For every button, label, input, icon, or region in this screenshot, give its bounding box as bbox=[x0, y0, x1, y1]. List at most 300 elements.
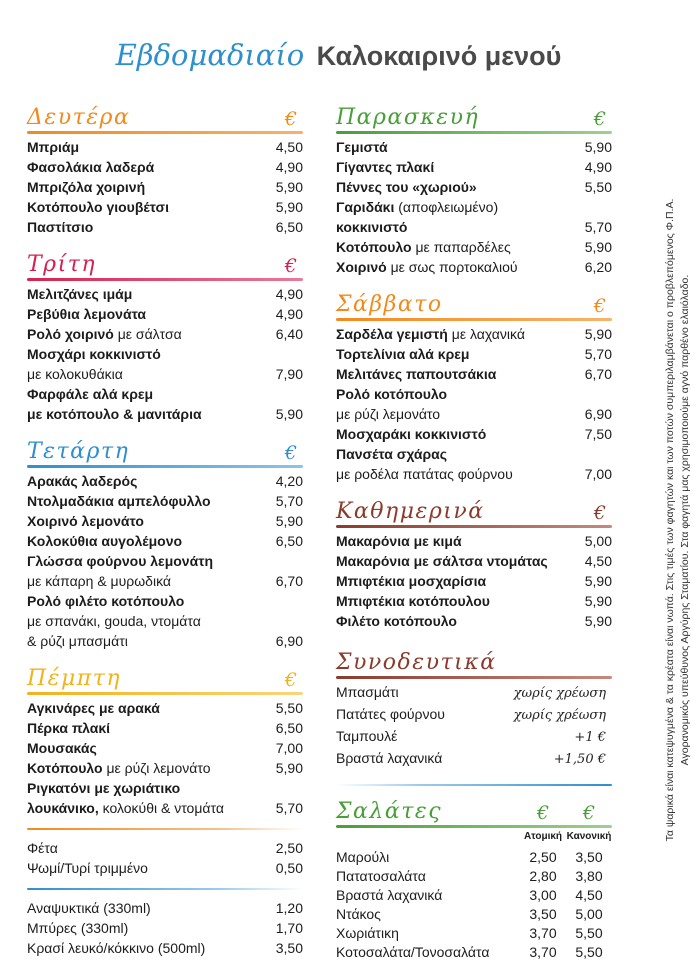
menu-item-name bbox=[336, 177, 477, 197]
salad-column-headers bbox=[336, 831, 612, 842]
col-single: Ατομική bbox=[523, 831, 563, 842]
menu-item-name bbox=[27, 324, 182, 344]
menu-item bbox=[336, 531, 612, 551]
menu-item-name bbox=[336, 551, 548, 571]
section-title: Δευτέρα bbox=[27, 105, 131, 130]
menu-item-name-main: Πανσέτα σχάρας bbox=[336, 446, 448, 462]
menu-item-name bbox=[27, 384, 153, 404]
section-title: Σάββατο bbox=[336, 292, 443, 317]
section-underline bbox=[336, 825, 612, 828]
menu-item-name-main: Ρολό φιλέτο κοτόπουλο bbox=[27, 593, 185, 609]
side-item-note: +1,50 € bbox=[553, 752, 606, 767]
menu-item-name bbox=[27, 758, 211, 778]
menu-item-name-detail: με κολοκυθάκια bbox=[27, 366, 123, 382]
menu-item-price: 4,20 bbox=[275, 473, 303, 489]
menu-item-name-main: Αρακάς λαδερός bbox=[27, 473, 138, 489]
salad-item bbox=[336, 867, 612, 886]
menu-item bbox=[27, 177, 303, 197]
menu-item bbox=[336, 591, 612, 611]
menu-item-name bbox=[27, 137, 79, 157]
menu-item-price: 6,50 bbox=[275, 720, 303, 736]
menu-item-price: 4,90 bbox=[275, 159, 303, 175]
sides-list bbox=[336, 682, 612, 770]
menu-item bbox=[27, 858, 303, 878]
menu-item-name bbox=[336, 531, 462, 551]
menu-item-name-main: Χοιρινό bbox=[336, 259, 387, 275]
side-item-name: Πατάτες φούρνου bbox=[336, 706, 445, 722]
menu-item-price: 5,70 bbox=[275, 800, 303, 816]
salad-item bbox=[336, 943, 612, 962]
menu-item-name-main: Πέννες του «χωριού» bbox=[336, 179, 477, 195]
menu-item-name bbox=[336, 157, 434, 177]
menu-item-name bbox=[336, 384, 447, 404]
page-title bbox=[0, 38, 677, 72]
menu-item-name bbox=[27, 551, 213, 571]
menu-item bbox=[336, 157, 612, 177]
menu-item-name bbox=[27, 918, 128, 938]
menu-item-name-main: κοκκινιστό bbox=[336, 219, 408, 235]
salad-price-regular: 5,00 bbox=[575, 906, 603, 922]
col-regular: Κανονική bbox=[566, 831, 612, 842]
menu-item bbox=[27, 531, 303, 551]
menu-item-name bbox=[27, 738, 97, 758]
menu-item bbox=[336, 364, 612, 384]
menu-item-price: 5,50 bbox=[275, 700, 303, 716]
menu-item bbox=[336, 611, 612, 631]
menu-item-price: 7,00 bbox=[275, 740, 303, 756]
item-list bbox=[336, 137, 612, 277]
section-friday bbox=[336, 100, 612, 277]
menu-item-name bbox=[27, 858, 148, 878]
section-saturday bbox=[336, 287, 612, 484]
section-tuesday bbox=[27, 247, 303, 424]
menu-item-name-main: Μακαρόνια με σάλτσα ντομάτας bbox=[336, 553, 548, 569]
salad-item-name: Κοτοσαλάτα/Τονοσαλάτα bbox=[336, 944, 490, 960]
menu-item bbox=[336, 464, 612, 484]
salad-price-single: 2,50 bbox=[529, 849, 557, 865]
side-item-name: Ταμπουλέ bbox=[336, 728, 398, 744]
menu-item-price: 1,70 bbox=[275, 920, 303, 936]
menu-item-name-main: Φασολάκια λαδερά bbox=[27, 159, 155, 175]
section-sides bbox=[336, 645, 612, 770]
menu-item-name-main: Τορτελίνια αλά κρεμ bbox=[336, 346, 470, 362]
menu-item bbox=[27, 838, 303, 858]
menu-item-price: 6,70 bbox=[275, 573, 303, 589]
salad-item-name: Βραστά λαχανικά bbox=[336, 887, 443, 903]
salad-item-name: Χωριάτικη bbox=[336, 925, 399, 941]
menu-item bbox=[27, 404, 303, 424]
menu-item bbox=[336, 237, 612, 257]
menu-item-price: 5,90 bbox=[275, 199, 303, 215]
menu-item bbox=[336, 177, 612, 197]
menu-item-name-main: Ντολμαδάκια αμπελόφυλλο bbox=[27, 493, 211, 509]
menu-item-name-main: Ρολό χοιρινό bbox=[27, 326, 114, 342]
menu-item-name bbox=[27, 284, 132, 304]
menu-item bbox=[27, 591, 303, 611]
salad-price-single: 3,70 bbox=[529, 944, 557, 960]
euro-symbol: € bbox=[536, 802, 550, 824]
menu-item-name bbox=[27, 591, 184, 611]
menu-item-name-main: Αγκινάρες με αρακά bbox=[27, 700, 160, 716]
menu-item-name bbox=[336, 571, 486, 591]
menu-item-name-main: Ρεβύθια λεμονάτα bbox=[27, 306, 147, 322]
menu-item-name-main: Χοιρινό λεμονάτο bbox=[27, 513, 144, 529]
section-underline bbox=[336, 525, 612, 528]
menu-item-name-main: Μπιφτέκια κοτόπουλου bbox=[336, 593, 490, 609]
menu-item bbox=[336, 257, 612, 277]
menu-item bbox=[27, 344, 303, 364]
salad-price-single: 2,80 bbox=[529, 868, 557, 884]
menu-item-name bbox=[336, 464, 513, 484]
menu-item bbox=[27, 758, 303, 778]
menu-item-name-main: Ριγκατόνι με χωριάτικο bbox=[27, 780, 181, 796]
menu-item-name bbox=[336, 591, 490, 611]
menu-item-price: 5,70 bbox=[584, 346, 612, 362]
menu-item-name-detail: με ρύζι λεμονάτο bbox=[106, 760, 211, 776]
menu-item-name-main: Μελιτάνες παπουτσάκια bbox=[336, 366, 497, 382]
menu-item-name-main: Γεμιστά bbox=[336, 139, 388, 155]
menu-item bbox=[336, 424, 612, 444]
menu-item-name bbox=[27, 778, 180, 798]
menu-item-name-main: Κοτόπουλο bbox=[336, 239, 412, 255]
menu-item bbox=[27, 324, 303, 344]
euro-symbol: € bbox=[593, 295, 606, 317]
menu-item-price: 5,90 bbox=[584, 326, 612, 342]
menu-item-name bbox=[27, 471, 137, 491]
menu-item-name-detail: με σάλτσα bbox=[117, 326, 182, 342]
menu-item-name-detail: κολοκύθι & ντομάτα bbox=[102, 800, 224, 816]
menu-item-name-main: Μπύρες (330ml) bbox=[27, 920, 129, 936]
menu-item bbox=[27, 157, 303, 177]
menu-item bbox=[27, 197, 303, 217]
menu-item-price: 5,90 bbox=[584, 593, 612, 609]
menu-item-name bbox=[336, 237, 511, 257]
salad-price-regular: 4,50 bbox=[575, 887, 603, 903]
menu-item-name-main: Αναψυκτικά (330ml) bbox=[27, 900, 151, 916]
menu-item-name-main: λουκάνικο, bbox=[27, 800, 99, 816]
menu-item-name-main: Φέτα bbox=[27, 840, 58, 856]
menu-item-name bbox=[27, 157, 154, 177]
menu-item-name-main: Μοσχάρι κοκκινιστό bbox=[27, 346, 161, 362]
section-title: Καθημερινά bbox=[336, 499, 485, 524]
side-item bbox=[336, 748, 612, 770]
item-list bbox=[336, 324, 612, 484]
section-underline bbox=[27, 131, 303, 134]
menu-item-price: 6,20 bbox=[584, 259, 612, 275]
menu-item-name-detail: με παπαρδέλες bbox=[415, 239, 511, 255]
side-item bbox=[336, 682, 612, 704]
menu-item-price: 4,50 bbox=[584, 553, 612, 569]
item-list bbox=[27, 471, 303, 651]
menu-item bbox=[336, 404, 612, 424]
item-list bbox=[27, 137, 303, 237]
menu-item bbox=[27, 698, 303, 718]
menu-item-price: 2,50 bbox=[275, 840, 303, 856]
menu-item bbox=[27, 471, 303, 491]
menu-item bbox=[27, 798, 303, 818]
side-item-name: Βραστά λαχανικά bbox=[336, 750, 443, 766]
menu-item-price: 0,50 bbox=[275, 860, 303, 876]
title-bold: Καλοκαιρινό μενού bbox=[316, 41, 562, 71]
menu-item-name-detail: & ρύζι μπασμάτι bbox=[27, 633, 128, 649]
menu-item-name-main: Κοτόπουλο γιουβέτσι bbox=[27, 199, 170, 215]
salad-item bbox=[336, 886, 612, 905]
salad-price-regular: 3,80 bbox=[575, 868, 603, 884]
euro-symbol: € bbox=[582, 802, 596, 824]
menu-item-price: 6,50 bbox=[275, 219, 303, 235]
salads-list bbox=[336, 848, 612, 962]
menu-item-name bbox=[27, 404, 202, 424]
menu-item-name bbox=[27, 898, 151, 918]
menu-item-price: 5,70 bbox=[275, 493, 303, 509]
menu-item bbox=[336, 571, 612, 591]
menu-item-price: 1,20 bbox=[275, 900, 303, 916]
menu-item-price: 5,70 bbox=[584, 219, 612, 235]
menu-item bbox=[336, 137, 612, 157]
menu-item-name bbox=[27, 838, 58, 858]
item-list bbox=[336, 531, 612, 631]
section-salads bbox=[336, 794, 612, 962]
salad-item-name: Ντάκος bbox=[336, 906, 381, 922]
menu-item-price: 5,90 bbox=[275, 760, 303, 776]
menu-item-price: 5,90 bbox=[584, 139, 612, 155]
menu-item-name bbox=[27, 197, 169, 217]
menu-item bbox=[27, 491, 303, 511]
menu-item-name-main: Μουσακάς bbox=[27, 740, 97, 756]
menu-item-name bbox=[27, 698, 160, 718]
menu-item-name-main: Μοσχαράκι κοκκινιστό bbox=[336, 426, 487, 442]
salad-price-regular: 5,50 bbox=[575, 944, 603, 960]
menu-item-name-main: Κολοκύθια αυγολέμονο bbox=[27, 533, 183, 549]
menu-item-name bbox=[336, 444, 447, 464]
side-item-note: +1 € bbox=[574, 730, 606, 745]
section-underline bbox=[27, 465, 303, 468]
menu-item-name-main: Μπριζόλα χοιρινή bbox=[27, 179, 146, 195]
menu-item-name bbox=[27, 217, 93, 237]
menu-item-name bbox=[336, 344, 469, 364]
menu-item-price: 7,00 bbox=[584, 466, 612, 482]
item-list bbox=[27, 284, 303, 424]
menu-item-name bbox=[336, 611, 457, 631]
menu-item bbox=[27, 304, 303, 324]
side-item bbox=[336, 726, 612, 748]
menu-item-price: 7,90 bbox=[275, 366, 303, 382]
menu-item bbox=[27, 217, 303, 237]
menu-item-price: 5,90 bbox=[275, 179, 303, 195]
euro-symbol: € bbox=[593, 502, 606, 524]
menu-item bbox=[336, 324, 612, 344]
menu-item bbox=[27, 918, 303, 938]
menu-item-name bbox=[27, 938, 205, 958]
menu-item-name bbox=[27, 571, 171, 591]
section-title: Παρασκευή bbox=[336, 105, 480, 130]
menu-item-name-detail: με σως πορτοκαλιού bbox=[390, 259, 518, 275]
menu-item-name bbox=[27, 718, 110, 738]
salad-item-name: Μαρούλι bbox=[336, 849, 390, 865]
menu-item-name bbox=[336, 364, 496, 384]
menu-item-name-main: Γίγαντες πλακί bbox=[336, 159, 435, 175]
menu-item bbox=[27, 738, 303, 758]
side-note-line2: Αγορανομικός υπεύθυνος Αργύρης Σταματίου. Στα φαγητά μας χρησιμοποιούμε αγνό παρθένο ελαιόλαδο. bbox=[679, 274, 691, 766]
menu-item bbox=[27, 511, 303, 531]
menu-item-name-main: Κρασί λευκό/κόκκινο (500ml) bbox=[27, 940, 206, 956]
side-item bbox=[336, 704, 612, 726]
salad-price-single: 3,70 bbox=[529, 925, 557, 941]
menu-item-name-detail: με ροδέλα πατάτας φούρνου bbox=[336, 466, 513, 482]
menu-item-name bbox=[336, 197, 498, 217]
section-underline bbox=[27, 278, 303, 281]
menu-item-name bbox=[336, 257, 518, 277]
menu-item-name-detail: με ρύζι λεμονάτο bbox=[336, 406, 441, 422]
menu-item bbox=[27, 631, 303, 651]
menu-item-name-detail: με κάπαρη & μυρωδικά bbox=[27, 573, 171, 589]
menu-item bbox=[27, 384, 303, 404]
menu-item-name-main: Φιλέτο κοτόπουλο bbox=[336, 613, 457, 629]
salad-item bbox=[336, 905, 612, 924]
side-note-line1: Τα ψαρικά είναι κατεψυγμένα & τα κρέατα είναι νωπά. Στις τιμές των φαγητών και των ποτών συμπεριλαμβάνεται ο προβλεπόμενος Φ.Π.Α. bbox=[664, 198, 676, 842]
menu-item-price: 4,90 bbox=[275, 286, 303, 302]
menu-item bbox=[27, 364, 303, 384]
section-underline bbox=[336, 318, 612, 321]
section-title: Πέμπτη bbox=[27, 666, 122, 691]
title-script: Εβδομαδιαίο bbox=[115, 38, 305, 72]
menu-item bbox=[336, 444, 612, 464]
menu-item-name bbox=[27, 304, 146, 324]
menu-item bbox=[27, 551, 303, 571]
menu-item-name bbox=[27, 364, 123, 384]
separator bbox=[27, 828, 303, 830]
menu-item-name bbox=[27, 798, 224, 818]
menu-item bbox=[27, 938, 303, 958]
menu-item-name bbox=[27, 177, 145, 197]
menu-item bbox=[27, 611, 303, 631]
salad-item bbox=[336, 848, 612, 867]
menu-item-name bbox=[27, 631, 128, 651]
item-list bbox=[27, 698, 303, 818]
menu-item-name-main: Μπριάμ bbox=[27, 139, 80, 155]
menu-item-price: 5,50 bbox=[584, 179, 612, 195]
section-drinks bbox=[27, 898, 303, 958]
menu-item-name-main: Σαρδέλα γεμιστή bbox=[336, 326, 448, 342]
separator bbox=[336, 784, 612, 786]
section-extras bbox=[27, 838, 303, 878]
menu-item-name bbox=[336, 217, 407, 237]
menu-item-name-main: Φαρφάλε αλά κρεμ bbox=[27, 386, 154, 402]
item-list bbox=[27, 838, 303, 878]
menu-item-name bbox=[336, 324, 525, 344]
right-column bbox=[336, 100, 612, 972]
menu-item-name-main: Μελιτζάνες ιμάμ bbox=[27, 286, 133, 302]
menu-item-price: 6,50 bbox=[275, 533, 303, 549]
section-title: Σαλάτες bbox=[336, 799, 443, 824]
menu-item bbox=[27, 718, 303, 738]
menu-item bbox=[336, 197, 612, 217]
menu-item-name bbox=[27, 344, 161, 364]
menu-item-name-detail: (αποφλειωμένο) bbox=[398, 199, 499, 215]
menu-item-price: 5,90 bbox=[275, 513, 303, 529]
menu-item bbox=[336, 344, 612, 364]
menu-item-price: 6,40 bbox=[275, 326, 303, 342]
item-list bbox=[27, 898, 303, 958]
section-wednesday bbox=[27, 434, 303, 651]
menu-item-name-main: Κοτόπουλο bbox=[27, 760, 103, 776]
menu-item bbox=[27, 778, 303, 798]
side-item-name: Μπασμάτι bbox=[336, 684, 399, 700]
menu-item-name bbox=[27, 511, 144, 531]
menu-item bbox=[336, 384, 612, 404]
menu-item-price: 3,50 bbox=[275, 940, 303, 956]
menu-item-name-main: Μπιφτέκια μοσχαρίσια bbox=[336, 573, 487, 589]
salad-item-name: Πατατοσαλάτα bbox=[336, 868, 426, 884]
menu-item-price: 5,00 bbox=[584, 533, 612, 549]
side-note bbox=[633, 120, 691, 920]
section-title: Τρίτη bbox=[27, 252, 97, 277]
menu-item-price: 5,90 bbox=[584, 239, 612, 255]
section-underline bbox=[336, 131, 612, 134]
menu-item-name bbox=[336, 404, 440, 424]
menu-item-name-detail: με σπανάκι, gouda, ντομάτα bbox=[27, 613, 201, 629]
side-item-note: χωρίς χρέωση bbox=[513, 708, 606, 723]
menu-item-price: 6,70 bbox=[584, 366, 612, 382]
euro-symbol: € bbox=[284, 108, 297, 130]
euro-symbol: € bbox=[284, 669, 297, 691]
euro-symbol: € bbox=[593, 108, 606, 130]
euro-symbol: € bbox=[284, 255, 297, 277]
section-thursday bbox=[27, 661, 303, 818]
menu-item-name-main: Παστίτσιο bbox=[27, 219, 94, 235]
menu-item-name-main: Ρολό κοτόπουλο bbox=[336, 386, 448, 402]
menu-item-name-detail: με λαχανικά bbox=[451, 326, 525, 342]
menu-item-name-main: Γλώσσα φούρνου λεμονάτη bbox=[27, 553, 213, 569]
menu-item bbox=[27, 284, 303, 304]
menu-item-name-main: Γαριδάκι bbox=[336, 199, 395, 215]
menu-item-price: 7,50 bbox=[584, 426, 612, 442]
menu-item-name bbox=[27, 531, 182, 551]
section-underline bbox=[27, 692, 303, 695]
euro-symbol: € bbox=[284, 442, 297, 464]
section-title: Τετάρτη bbox=[27, 439, 130, 464]
menu-item-name bbox=[336, 137, 388, 157]
section-title: Συνοδευτικά bbox=[336, 650, 497, 675]
menu-item-name bbox=[336, 424, 486, 444]
menu-item-price: 4,50 bbox=[275, 139, 303, 155]
menu-item-name-main: Μακαρόνια με κιμά bbox=[336, 533, 462, 549]
salad-item bbox=[336, 924, 612, 943]
menu-item-price: 6,90 bbox=[584, 406, 612, 422]
section-daily bbox=[336, 494, 612, 631]
salad-price-single: 3,50 bbox=[529, 906, 557, 922]
menu-item bbox=[336, 551, 612, 571]
menu-item-price: 4,90 bbox=[584, 159, 612, 175]
salad-price-single: 3,00 bbox=[529, 887, 557, 903]
menu-item-name-main: με κοτόπουλο & μανιτάρια bbox=[27, 406, 202, 422]
menu-item-price: 5,90 bbox=[275, 406, 303, 422]
menu-item-price: 4,90 bbox=[275, 306, 303, 322]
menu-item bbox=[336, 217, 612, 237]
menu-item bbox=[27, 898, 303, 918]
menu-item-name-main: Ψωμί/Τυρί τριμμένο bbox=[27, 860, 148, 876]
menu-item-price: 5,90 bbox=[584, 613, 612, 629]
salad-price-regular: 3,50 bbox=[575, 849, 603, 865]
menu-item-price: 5,90 bbox=[584, 573, 612, 589]
salad-price-regular: 5,50 bbox=[575, 925, 603, 941]
side-item-note: χωρίς χρέωση bbox=[513, 686, 606, 701]
menu-item bbox=[27, 137, 303, 157]
section-underline bbox=[336, 676, 612, 679]
menu-item-name-main: Πέρκα πλακί bbox=[27, 720, 111, 736]
menu-item-name bbox=[27, 611, 201, 631]
menu-item-name bbox=[27, 491, 211, 511]
